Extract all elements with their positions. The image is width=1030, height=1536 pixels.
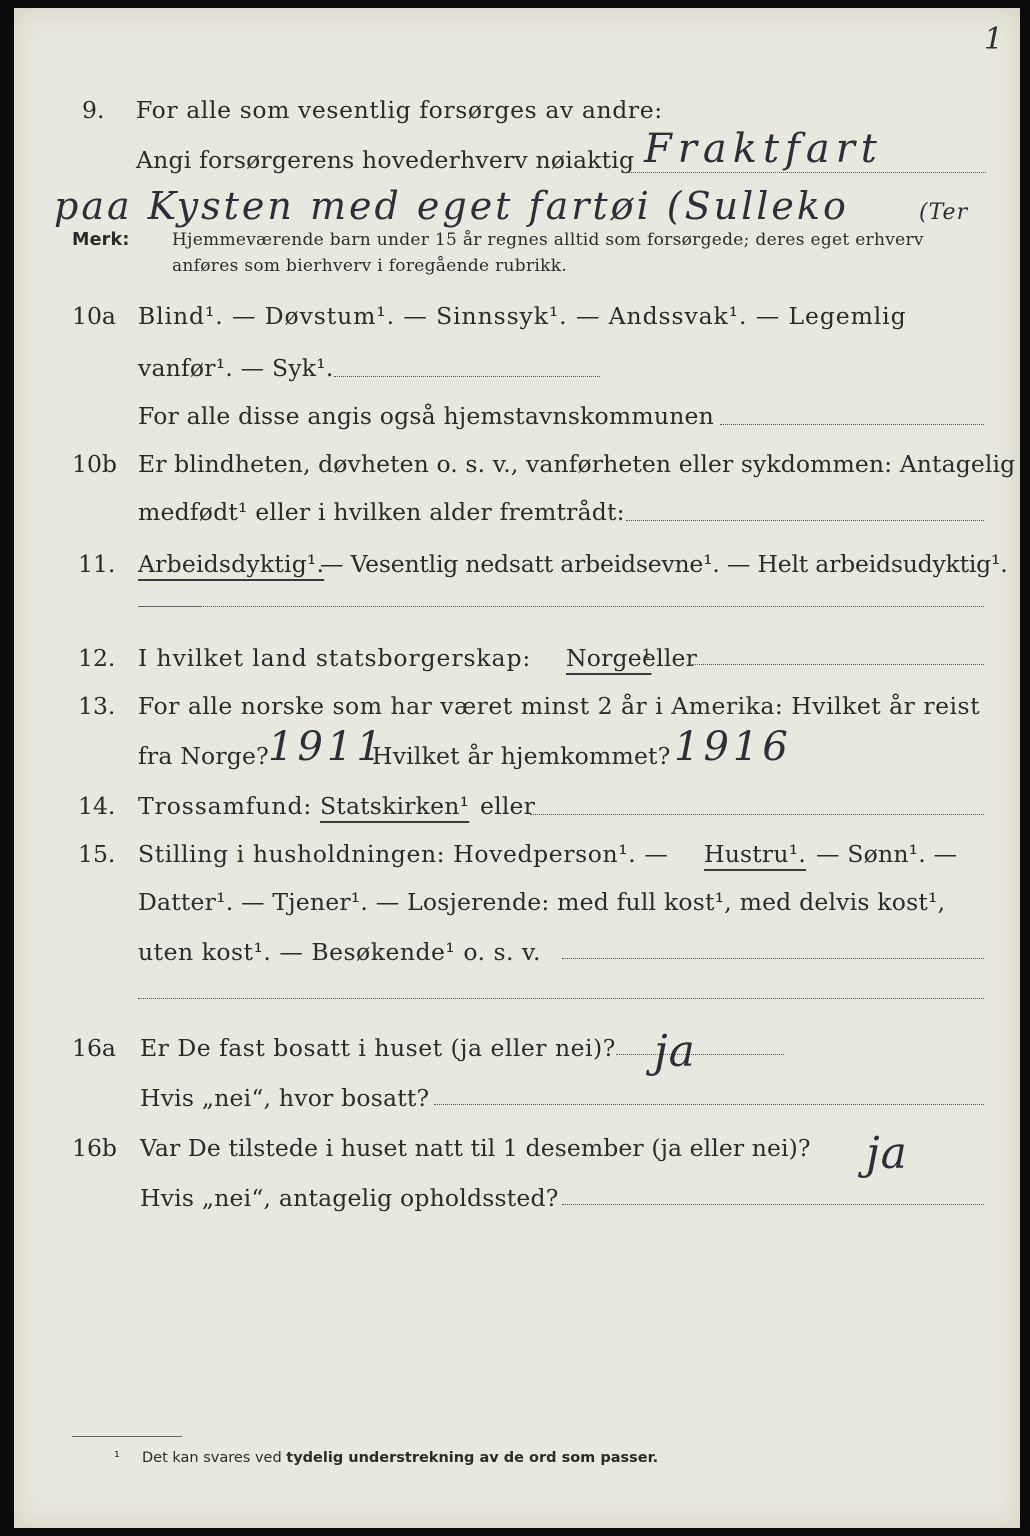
q12-suffix: eller <box>642 644 698 672</box>
q14-prefix: Trossamfund: <box>138 792 313 820</box>
q10b-alder-line <box>626 520 984 521</box>
q16a-answer-line <box>616 1054 784 1055</box>
q10a-line1: Blind¹. — Døvstum¹. — Sinnssyk¹. — Andssvak¹. — Legemlig <box>138 302 907 330</box>
q16a-line1: Er De fast bosatt i huset (ja eller nei)? <box>140 1034 616 1062</box>
q15-option-hustru: Hustru¹. <box>704 840 806 868</box>
q10a-hjemstavn-line <box>720 424 984 425</box>
q14-option-statskirken: Statskirken¹ <box>320 792 470 820</box>
merk-line2: anføres som bierhverv i foregående rubrikk. <box>172 256 568 276</box>
q14-suffix: eller <box>480 792 536 820</box>
q10b-line2: medfødt¹ eller i hvilken alder fremtrådt: <box>138 498 625 526</box>
q15-extra-line <box>138 998 984 999</box>
q16a-line2: Hvis „nei“, hvor bosatt? <box>140 1084 430 1112</box>
q16b-opholdssted-line <box>562 1204 984 1205</box>
q15-line1-prefix: Stilling i husholdningen: Hovedperson¹. — <box>138 840 669 868</box>
q13-line1: For alle norske som har været minst 2 år i Amerika: Hvilket år reist <box>138 692 981 720</box>
q16b-line2: Hvis „nei“, antagelig opholdssted? <box>140 1184 559 1212</box>
q15-number: 15. <box>78 840 116 868</box>
footnote-text-bold: tydelig understrekning av de ord som passer. <box>286 1450 659 1466</box>
q15-line1-suffix: — Sønn¹. — <box>816 840 958 868</box>
q14-answer-line <box>530 814 984 815</box>
q11-short-rule <box>138 606 200 607</box>
q9-number: 9. <box>82 96 105 124</box>
q12-option-norge: Norge¹ <box>566 644 652 672</box>
q13-reist-year: 1911 <box>268 724 386 770</box>
q10a-line3: For alle disse angis også hjemstavnskommunen <box>138 402 714 430</box>
q13-hjemkommet-year: 1916 <box>674 724 792 770</box>
q15-answer-line <box>562 958 984 959</box>
merk-label: Merk: <box>72 230 130 250</box>
page-mark: 1 <box>984 22 1005 57</box>
q9-answer-line <box>624 172 986 173</box>
q12-answer-line <box>692 664 984 665</box>
q15-line3: uten kost¹. — Besøkende¹ o. s. v. <box>138 938 541 966</box>
q15-line2: Datter¹. — Tjener¹. — Losjerende: med full kost¹, med delvis kost¹, <box>138 888 946 916</box>
q10a-line2: vanfør¹. — Syk¹. <box>138 354 334 382</box>
q11-number: 11. <box>78 550 116 578</box>
q16b-number: 16b <box>72 1134 117 1162</box>
q9-line1: For alle som vesentlig forsørges av andre: <box>136 96 663 124</box>
q12-number: 12. <box>78 644 116 672</box>
q10a-number: 10a <box>72 302 116 330</box>
footnote-mark: ¹ <box>114 1450 120 1466</box>
q11-answer-line <box>200 606 984 607</box>
q16b-line1: Var De tilstede i huset natt til 1 desember (ja eller nei)? <box>140 1134 811 1162</box>
footnote-rule <box>72 1436 182 1437</box>
q9-line2: Angi forsørgerens hovederhverv nøiaktig <box>136 146 635 174</box>
q13-reist-label: fra Norge? <box>138 742 269 770</box>
q14-number: 14. <box>78 792 116 820</box>
q9-handwritten-answer-c: (Ter <box>919 200 969 225</box>
q16a-bosatt-line <box>434 1104 984 1105</box>
q16a-handwritten-answer: ja <box>654 1026 696 1077</box>
q10a-syk-line <box>334 376 600 377</box>
q10b-number: 10b <box>72 450 117 478</box>
q16a-number: 16a <box>72 1034 116 1062</box>
footnote-text-plain: Det kan svares ved <box>142 1450 282 1466</box>
q9-handwritten-answer-b: paa Kysten med eget fartøi (Sulleko <box>54 184 849 228</box>
q13-hjemkommet-label: Hvilket år hjemkommet? <box>372 742 671 770</box>
q11-option-arbeidsdyktig: Arbeidsdyktig¹. <box>138 550 325 578</box>
census-form-page <box>14 8 1020 1528</box>
q11-rest: — Vesentlig nedsatt arbeidsevne¹. — Helt arbeidsudyktig¹. <box>320 550 1008 578</box>
q9-handwritten-answer-a: Fraktfart <box>644 126 883 172</box>
q16b-handwritten-answer: ja <box>866 1128 908 1179</box>
q12-prefix: I hvilket land statsborgerskap: <box>138 644 532 672</box>
merk-line1: Hjemmeværende barn under 15 år regnes alltid som forsørgede; deres eget erhverv <box>172 230 924 250</box>
q13-number: 13. <box>78 692 116 720</box>
footnote-text <box>142 1450 658 1466</box>
q10b-line1: Er blindheten, døvheten o. s. v., vanførheten eller sykdommen: Antagelig <box>138 450 1016 478</box>
